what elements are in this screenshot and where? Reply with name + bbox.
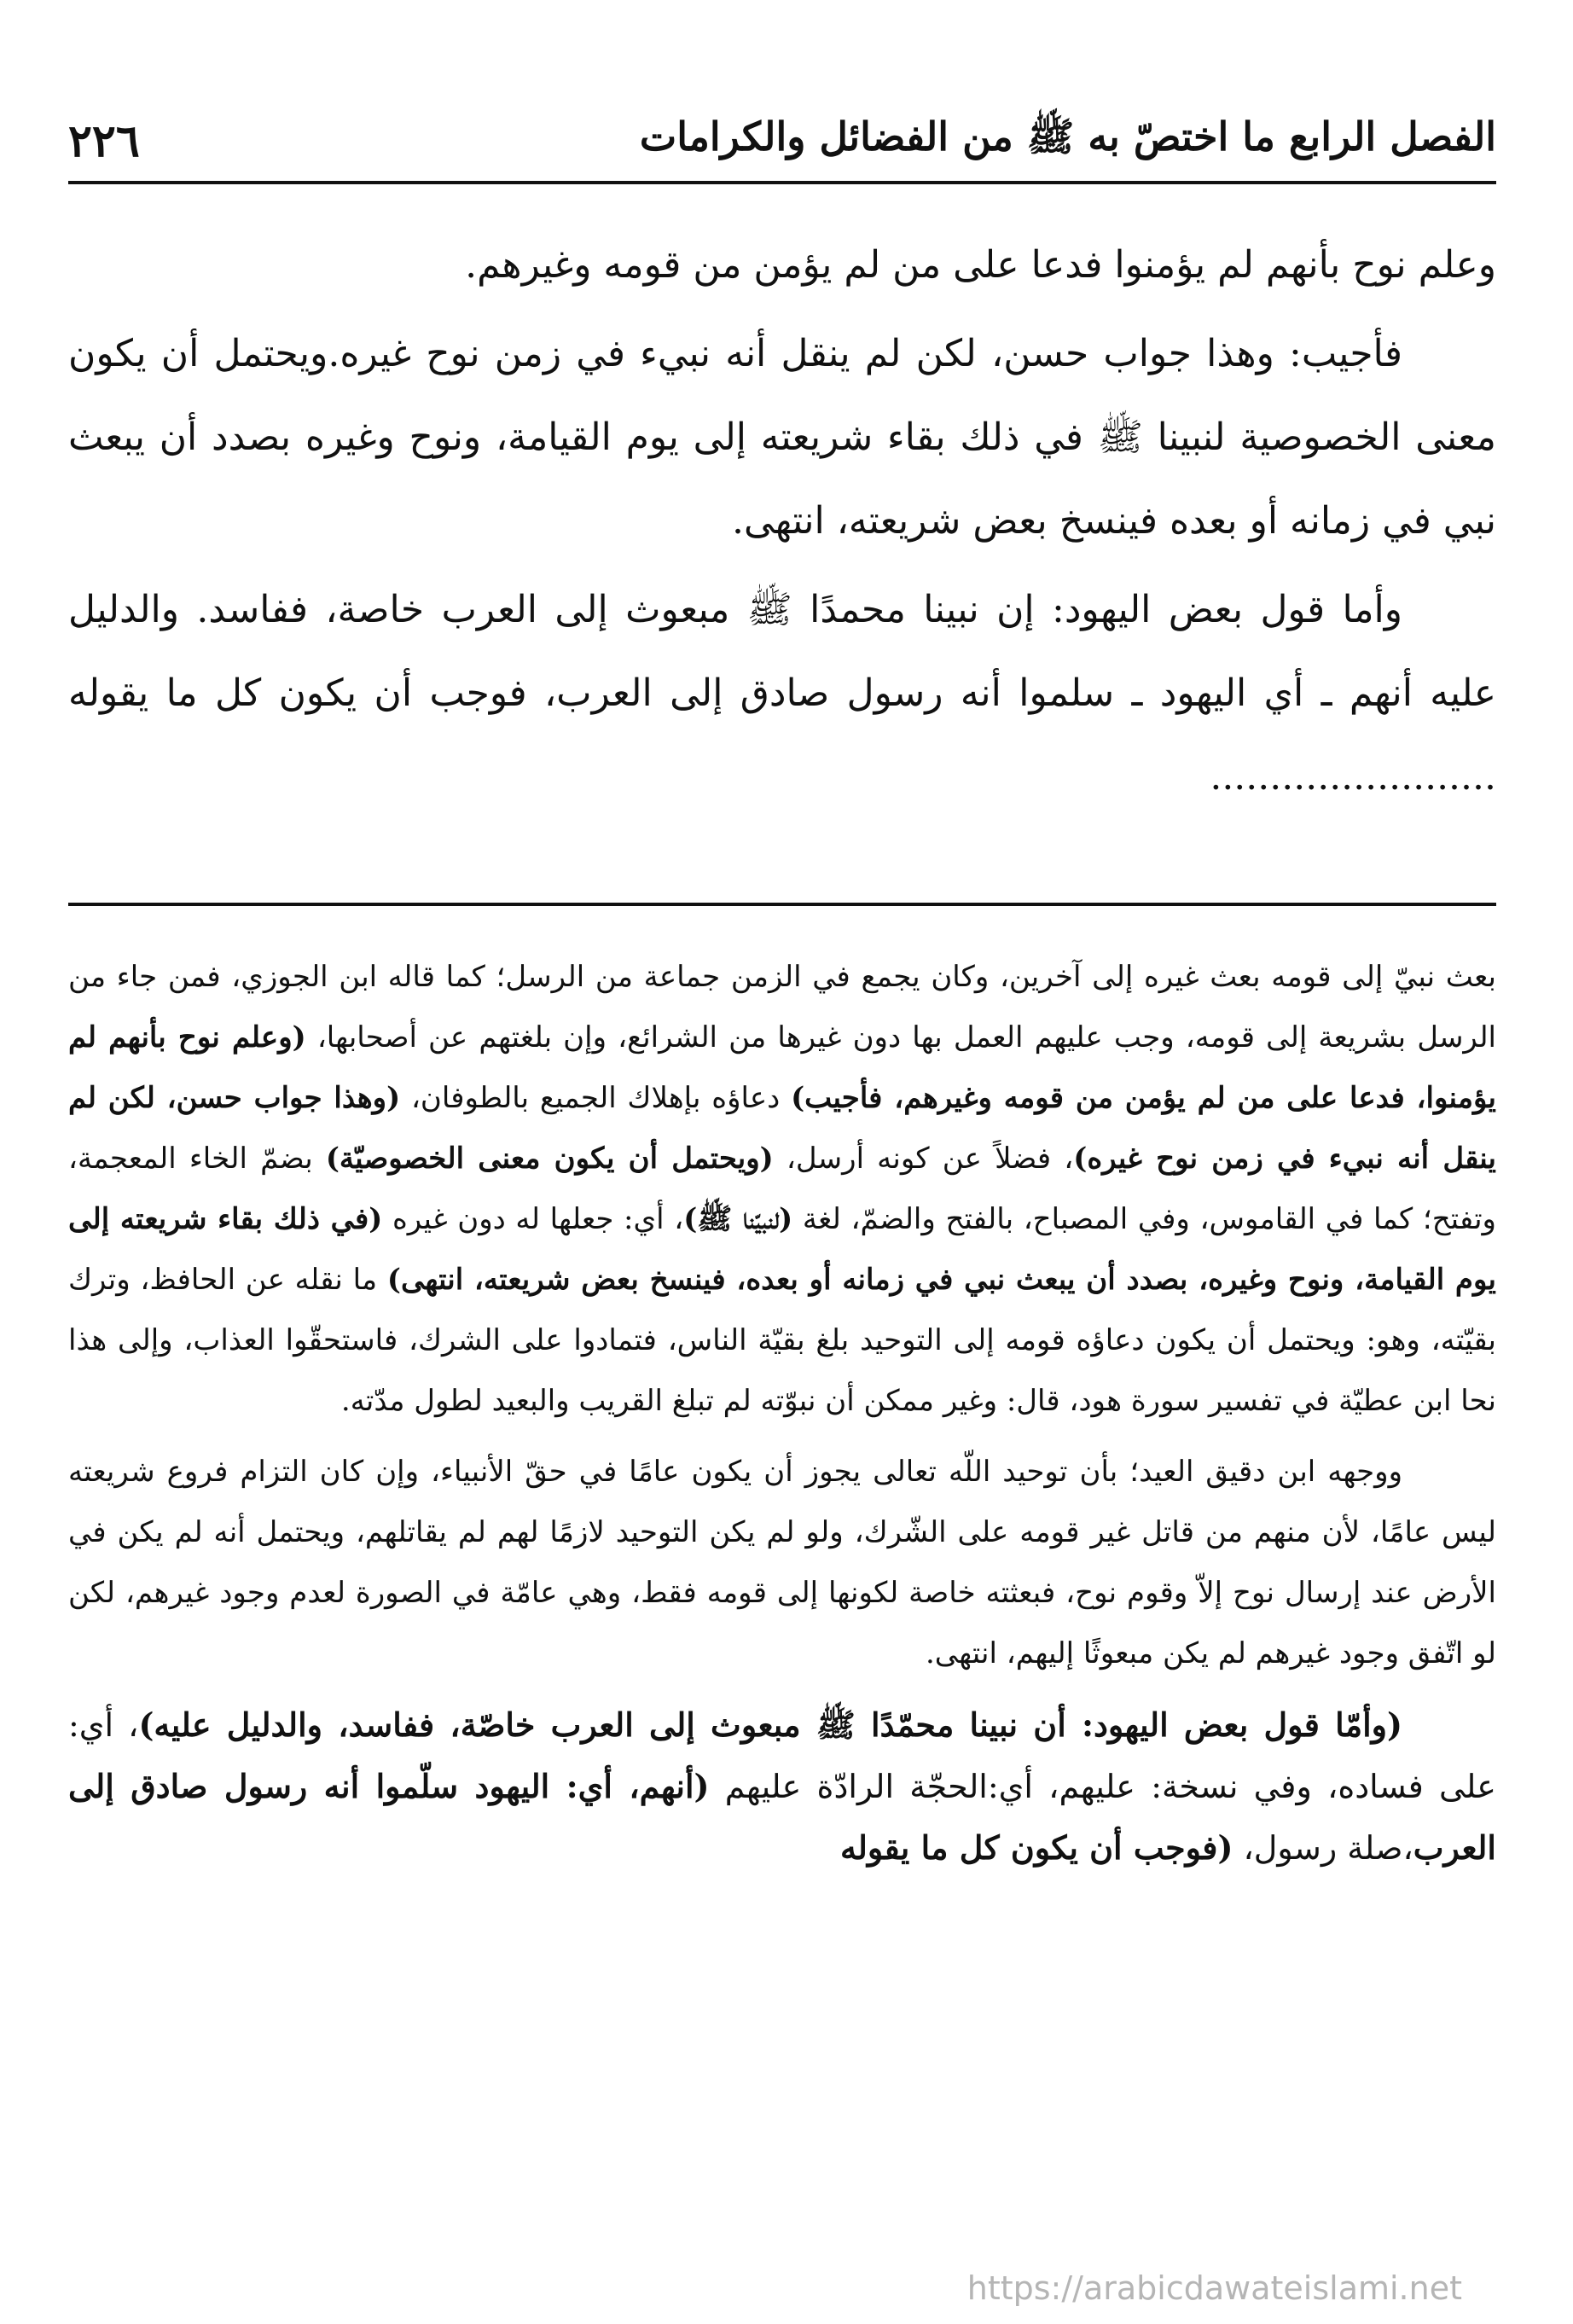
- main-paragraph-1: وعلم نوح بأنهم لم يؤمنوا فدعا على من لم يؤمن من قومه وغيرهم.: [465, 243, 1496, 287]
- main-paragraph-2: فأجيب: وهذا جواب حسن، لكن لم ينقل أنه نبيء في زمن نوح غيره.ويحتمل أن يكون معنى الخصوصية لنبينا ﷺ في ذلك بقاء شريعته إلى يوم القيامة، ونوح وغيره بصدد أن يبعث نبي في زمانه أو بعده فينسخ بعض شريعته، انتهى.: [68, 332, 1496, 543]
- commentary-paragraph-1: [68, 947, 1496, 1432]
- quoted-matn: (وهذا جواب حسن، لكن لم ينقل أنه نبيء في زمن نوح غيره): [68, 1081, 1496, 1176]
- commentary-text-run: ما نقله عن الحافظ، وترك بقيّته، وهو: ويحتمل أن يكون دعاؤه قومه إلى التوحيد بلغ بقيّة الناس، فتمادوا على الشرك، فاستحقّوا العذاب، وإلى هذا نحا ابن عطيّة في تفسير سورة هود، قال: وغير ممكن أن نبوّته لم تبلغ القريب والبعيد لطول مدّته.: [68, 1263, 1496, 1418]
- quoted-matn: (وأمّا قول بعض اليهود: أن نبينا محمّدًا ﷺ مبعوث إلى العرب خاصّة، ففاسد، والدليل عليه): [138, 1705, 1402, 1744]
- commentary-text-run: بضمّ الخاء المعجمة، وتفتح؛ كما في القاموس، وفي المصباح، بالفتح والضمّ، لغة: [68, 1142, 1496, 1236]
- commentary-paragraph-2: ووجهه ابن دقيق العيد؛ بأن توحيد اللّه تعالى يجوز أن يكون عامًا في حقّ الأنبياء، وإن كان التزام فروع شريعته ليس عامًا، لأن منهم من قاتل غير قومه على الشّرك، ولو لم يكن التوحيد لازمًا لهم لم يقاتلهم، ويحتمل أنه لم يكن في الأرض عند إرسال نوح إلاّ وقوم نوح، فبعثته خاصة لكونها إلى قومه فقط، وهي عامّة في الصورة لعدم وجود غيرهم، لكن لو اتّفق وجود غيرهم لم يكن مبعوثًا إليهم، انتهى.: [68, 1455, 1496, 1670]
- quoted-matn: (لنبيّنا ﷺ): [683, 1202, 793, 1236]
- running-title: الفصل الرابع ما اختصّ به ﷺ من الفضائل والكرامات: [639, 113, 1496, 160]
- page-header: [68, 102, 1496, 179]
- quoted-matn: (أنهم، أي: اليهود سلّموا أنه رسول صادق إلى العرب: [68, 1767, 1496, 1867]
- continuation-dots: ........................: [1210, 755, 1496, 799]
- commentary-paragraph-3: [68, 1694, 1496, 1879]
- quoted-matn: (في ذلك بقاء شريعته إلى يوم القيامة، ونوح وغيره، بصدد أن يبعث نبي في زمانه أو بعده، فينسخ بعض شريعته، انتهى): [68, 1202, 1496, 1297]
- main-paragraph-3-text: وأما قول بعض اليهود: إن نبينا محمدًا ﷺ مبعوث إلى العرب خاصة، ففاسد. والدليل عليه أنهم ـ أي اليهود ـ سلموا أنه رسول صادق إلى العرب، فوجب أن يكون كل ما يقوله: [68, 588, 1496, 715]
- page-number: ٢٢٦: [68, 114, 140, 167]
- commentary-text: [68, 947, 1496, 2269]
- commentary-text-run: بعث نبيّ إلى قومه بعث غيره إلى آخرين، وكان يجمع في الزمن جماعة من الرسل؛ كما قاله ابن الجوزي، فمن جاء من الرسل بشريعة إلى قومه، وجب عليهم العمل بها دون غيرها من الشرائع، وإن بلغتهم عن أصحابها،: [68, 960, 1497, 1055]
- commentary-text-run: دعاؤه بإهلاك الجميع بالطوفان،: [400, 1081, 792, 1115]
- footnote-separator-rule: [68, 903, 1496, 906]
- commentary-text-run: ، أي: على فساده، وفي نسخة: عليهم، أي:الحجّة الرادّة عليهم: [68, 1706, 1496, 1805]
- quoted-matn: (فوجب أن يكون كل ما يقوله: [839, 1828, 1233, 1867]
- commentary-text-run: ، فضلاً عن كونه أرسل،: [773, 1142, 1074, 1176]
- quoted-matn: (وعلم نوح بأنهم لم يؤمنوا، فدعا على من لم يؤمن من قومه وغيرهم، فأجيب): [68, 1020, 1497, 1115]
- watermark-url: https://arabicdawateislami.net: [966, 2269, 1462, 2307]
- commentary-text-run: ،صلة رسول،: [1233, 1829, 1413, 1867]
- header-rule: [68, 181, 1496, 184]
- quoted-matn: (ويحتمل أن يكون معنى الخصوصيّة): [325, 1142, 774, 1176]
- commentary-text-run: ، أي: جعلها له دون غيره: [382, 1202, 684, 1236]
- main-text: [68, 224, 1496, 880]
- main-paragraph-3: [68, 568, 1496, 819]
